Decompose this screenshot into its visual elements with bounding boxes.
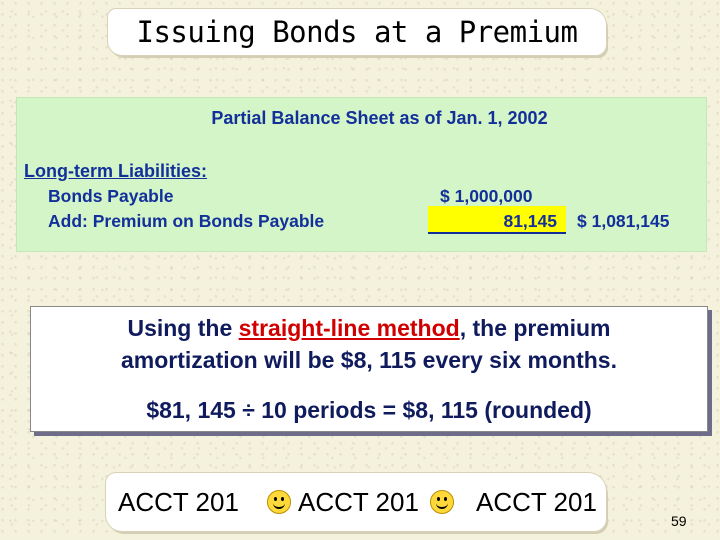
bonds-payable-amount: $ 1,000,000 [440,186,533,206]
footer-course-label: ACCT 201 [298,487,419,517]
explanation-suffix: , the premium [459,315,611,341]
smiley-face-icon [267,490,291,514]
straight-line-method-link[interactable]: straight-line method [238,315,460,341]
calculation-line: $81, 145 ÷ 10 periods = $8, 115 (rounded) [146,397,592,423]
partial-balance-sheet [16,97,707,252]
footer-course-label: ACCT 201 [118,487,239,517]
page-number: 59 [671,513,687,529]
long-term-liabilities-heading: Long-term Liabilities: [24,161,208,181]
slide-title: Issuing Bonds at a Premium [136,15,578,49]
amortization-explanation [30,306,708,432]
smiley-face-icon [430,490,454,514]
total-bonds-amount: $ 1,081,145 [577,211,670,231]
explanation-line-2: amortization will be $8, 115 every six months. [121,347,617,373]
footer-banner [106,473,606,531]
bonds-payable-label: Bonds Payable [48,186,174,206]
balance-sheet-heading: Partial Balance Sheet as of Jan. 1, 2002 [211,108,548,128]
premium-label: Add: Premium on Bonds Payable [48,211,325,231]
title-banner [108,9,606,55]
footer-course-label: ACCT 201 [476,487,597,517]
premium-amount: 81,145 [503,211,557,231]
explanation-line-1 [31,315,707,342]
explanation-prefix: Using the [127,315,239,341]
